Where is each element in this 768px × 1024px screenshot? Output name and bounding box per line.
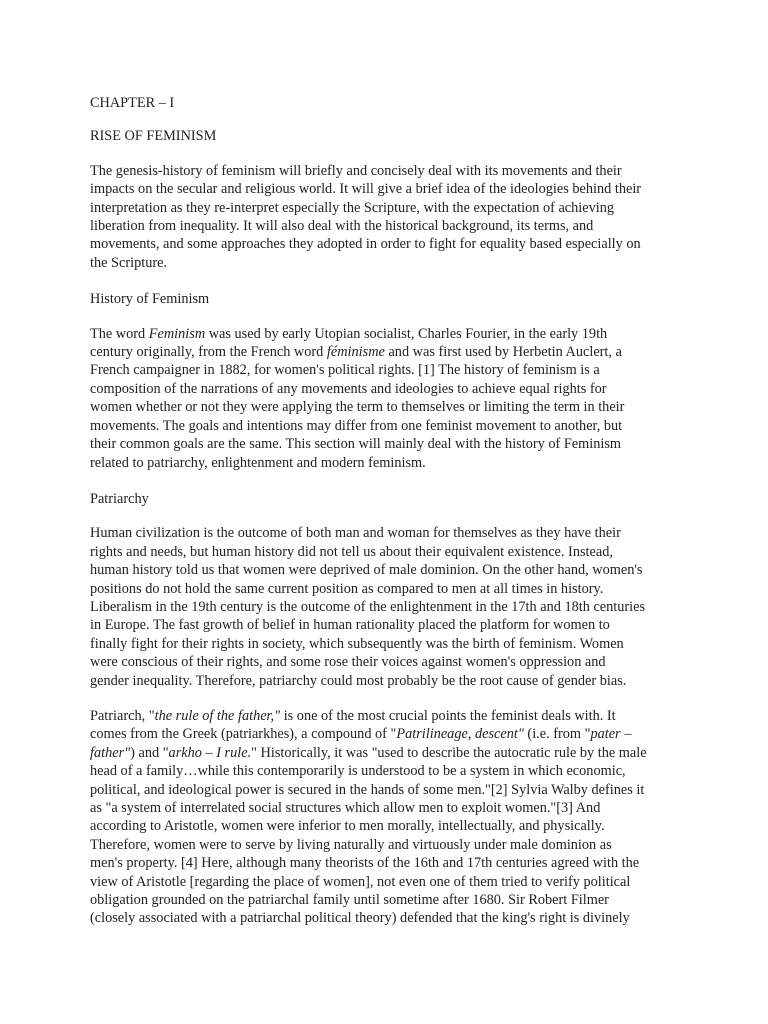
text-line [90,325,708,343]
italic-term: father" [90,744,131,761]
text-line: (closely associated with a patriarchal political theory) defended that the king's right is divinely [90,910,630,927]
patriarchy-paragraph-2 [90,707,708,928]
text-run: ) and " [130,744,169,761]
text-line: gender inequality. Therefore, patriarchy could most probably be the root cause of gender bias. [90,672,627,689]
intro-paragraph [90,162,708,272]
text-line: human history told us that women were deprived of male dominion. On the other hand, women's [90,562,643,579]
text-line [90,725,708,743]
text-line: related to patriarchy, enlightenment and modern feminism. [90,454,426,471]
text-run: was used by early Utopian socialist, Charles Fourier, in the early 19th [205,325,608,342]
text-line: obligation grounded on the patriarchal family until sometime after 1680. Sir Robert Filmer [90,892,609,909]
text-line: finally fight for their rights in society, which subsequently was the birth of feminism. Women [90,635,624,652]
text-line: their common goals are the same. This section will mainly deal with the history of Feminism [90,436,622,453]
text-line: movements, and some approaches they adopted in order to fight for equality based especially on [90,236,641,253]
italic-term: Feminism [148,325,206,342]
text-run: Patriarch, " [90,707,155,724]
text-line: liberation from inequality. It will also deal with the historical background, its terms, and [90,218,594,235]
text-line: positions do not hold the same current position as compared to men at all times in history. [90,580,604,597]
text-line [90,343,708,361]
text-run: comes from the Greek (patriarkhes), a compound of " [90,726,397,743]
text-line: according to Aristotle, women were inferior to men morally, intellectually, and physically. [90,818,605,835]
text-line: head of a family…while this contemporarily is understood to be a system in which economic, [90,763,626,780]
text-line: the Scripture. [90,254,168,271]
italic-term: the rule of the father," [154,707,281,724]
italic-term: pater – [590,726,632,743]
text-run: (i.e. from " [523,726,591,743]
italic-term: féminisme [326,344,385,361]
text-line: view of Aristotle [regarding the place of women], not even one of them tried to verify political [90,873,631,890]
text-line: The genesis-history of feminism will briefly and concisely deal with its movements and their [90,162,622,179]
history-heading: History of Feminism [90,291,210,308]
text-line: Therefore, women were to serve by living naturally and virtuously under male dominion as [90,836,612,853]
text-line: were conscious of their rights, and some rose their voices against women's oppression and [90,654,606,671]
patriarchy-heading: Patriarchy [90,490,149,507]
text-line: composition of the narrations of any movements and ideologies to achieve equal rights for [90,380,607,397]
text-line: French campaigner in 1882, for women's political rights. [1] The history of feminism is a [90,362,600,379]
italic-term: Patrilineage, descent" [396,726,524,743]
italic-term: arkho – I rule. [168,744,252,761]
text-line: in Europe. The fast growth of belief in human rationality placed the platform for women to [90,617,610,634]
text-line [90,744,708,762]
text-line: impacts on the secular and religious world. It will give a brief idea of the ideologies behind their [90,181,642,198]
text-line: rights and needs, but human history did not tell us about their equivalent existence. Instead, [90,543,613,560]
text-line: movements. The goals and intentions may differ from one feminist movement to another, but [90,417,623,434]
text-line: as "a system of interrelated social structures which allow men to exploit women."[3] And [90,800,601,816]
text-run: century originally, from the French word [90,344,327,361]
text-line: women whether or not they were applying the term to themselves or limiting the term in their [90,399,625,416]
text-run: is one of the most crucial points the feminist deals with. It [280,707,616,724]
text-line [90,707,708,725]
section-title: RISE OF FEMINISM [90,128,217,145]
text-run: " Historically, it was "used to describe the autocratic rule by the male [251,744,647,761]
patriarchy-paragraph-1 [90,524,708,690]
text-line: Human civilization is the outcome of both man and woman for themselves as they have their [90,525,621,542]
text-line: interpretation as they re-interpret especially the Scripture, with the expectation of achieving [90,199,615,216]
history-paragraph [90,325,708,472]
text-line: men's property. [4] Here, although many theorists of the 16th and 17th centuries agreed with the [90,855,640,872]
chapter-label: CHAPTER – I [90,95,175,111]
text-run: The word [90,325,149,342]
text-line: political, and ideological power is secured in the hands of some men."[2] Sylvia Walby defines it [90,781,645,798]
text-line: Liberalism in the 19th century is the outcome of the enlightenment in the 17th and 18th centuries [90,598,646,615]
text-run: and was first used by Herbetin Auclert, a [384,344,622,361]
